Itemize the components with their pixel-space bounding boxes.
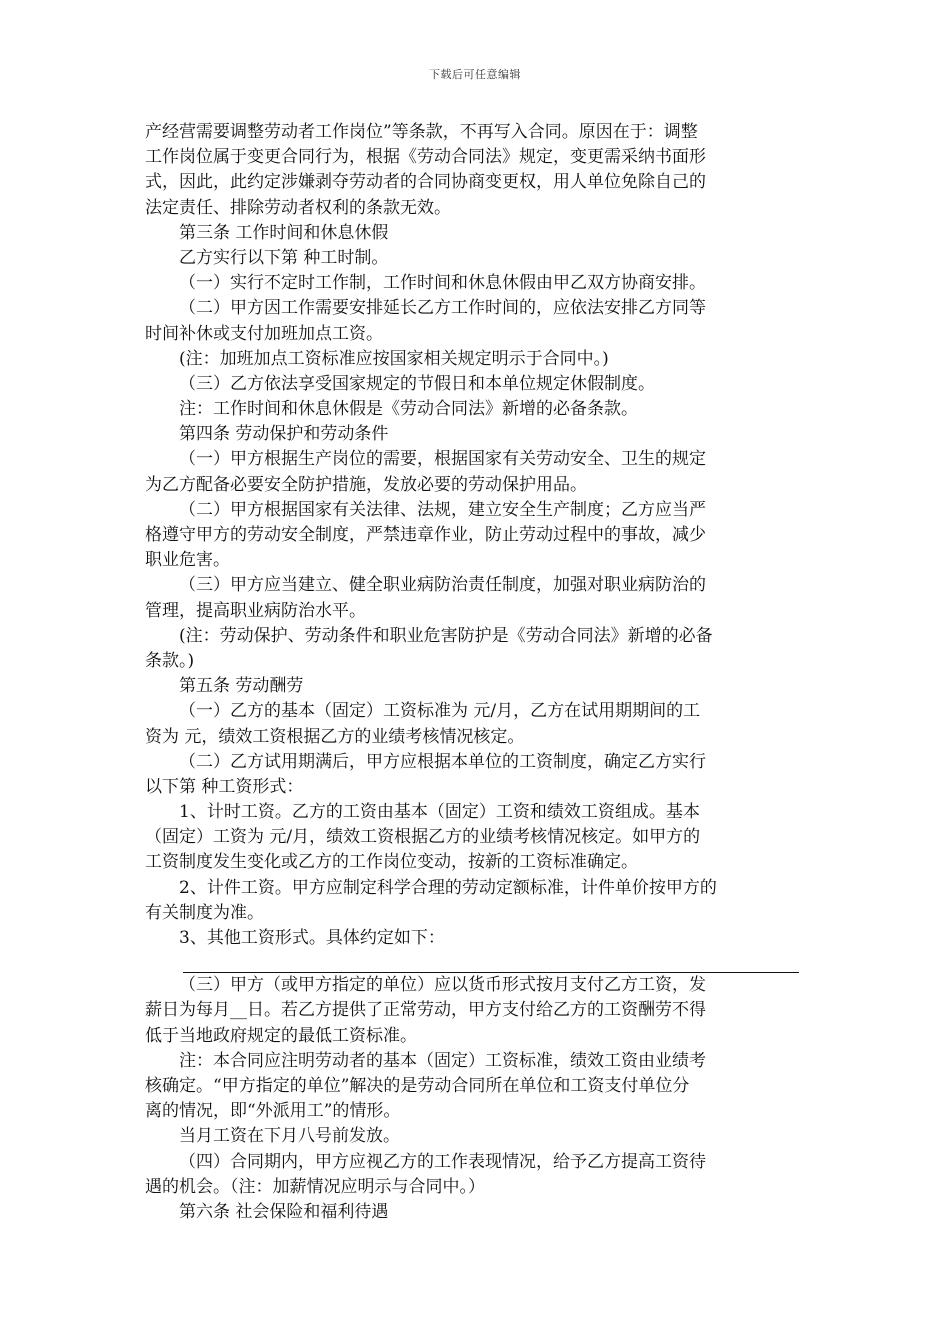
paragraph-line: 3、其他工资形式。具体约定如下：: [179, 928, 445, 948]
paragraph-line: （二）乙方试用期满后，甲方应根据本单位的工资制度，确定乙方实行: [179, 751, 706, 772]
paragraph-line: 管理，提高职业病防治水平。: [145, 600, 366, 621]
paragraph-line: 1、计时工资。乙方的工资由基本（固定）工资和绩效工资组成。基本: [179, 802, 700, 823]
paragraph-line: 式，因此，此约定涉嫌剥夺劳动者的合同协商变更权，用人单位免除自己的: [145, 172, 706, 193]
paragraph-line: （一）甲方根据生产岗位的需要，根据国家有关劳动安全、卫生的规定: [179, 449, 706, 470]
paragraph-line: 格遵守甲方的劳动安全制度，严禁违章作业，防止劳动过程中的事故，减少: [145, 525, 706, 545]
paragraph-line: 2、计件工资。甲方应制定科学合理的劳动定额标准，计件单价按甲方的: [179, 877, 717, 898]
paragraph-line: 薪日为每月__日。若乙方提供了正常劳动，甲方支付给乙方的工资酬劳不得: [145, 1000, 706, 1021]
paragraph-line: 第四条 劳动保护和劳动条件: [179, 424, 389, 445]
paragraph-line: （一）乙方的基本（固定）工资标准为 元/月，乙方在试用期期间的工: [179, 701, 701, 722]
paragraph-line: 离的情况，即“外派用工”的情形。: [145, 1101, 401, 1122]
paragraph-line: （三）甲方（或甲方指定的单位）应以货币形式按月支付乙方工资，发: [179, 975, 706, 996]
paragraph-line: 时间补休或支付加班加点工资。: [145, 323, 383, 344]
paragraph-line: 第五条 劳动酬劳: [179, 676, 304, 697]
paragraph-line: 遇的机会。（注：加薪情况应明示与合同中。）: [145, 1176, 485, 1197]
paragraph-line: 注：本合同应注明劳动者的基本（固定）工资标准，绩效工资由业绩考: [179, 1050, 706, 1071]
paragraph-line: 注：工作时间和休息休假是《劳动合同法》新增的必备条款。: [179, 399, 638, 420]
paragraph-line: （二）甲方因工作需要安排延长乙方工作时间的，应依法安排乙方同等: [179, 298, 706, 319]
paragraph-line: （三）乙方依法享受国家规定的节假日和本单位规定休假制度。: [179, 373, 655, 394]
paragraph-line: 工作岗位属于变更合同行为，根据《劳动合同法》规定，变更需采纳书面形: [145, 147, 706, 168]
paragraph-line: （固定）工资为 元/月，绩效工资根据乙方的业绩考核情况核定。如甲方的: [145, 827, 701, 848]
paragraph-line: 工资制度发生变化或乙方的工作岗位变动，按新的工资标准确定。: [145, 852, 638, 873]
paragraph-line: 有关制度为准。: [145, 902, 264, 923]
paragraph-line: 当月工资在下月八号前发放。: [179, 1126, 400, 1147]
paragraph-line: 核确定。“甲方指定的单位”解决的是劳动合同所在单位和工资支付单位分: [145, 1075, 690, 1096]
document-body: [145, 120, 805, 1225]
paragraph-line: 以下第 种工资形式：: [145, 776, 304, 797]
paragraph-line: 第三条 工作时间和休息休假: [179, 222, 389, 243]
paragraph-line: 职业危害。: [145, 550, 230, 571]
paragraph-line: 第六条 社会保险和福利待遇: [179, 1201, 389, 1222]
page-header-note: 下载后可任意编辑: [429, 68, 521, 81]
paragraph-line: (注：加班加点工资标准应按国家相关规定明示于合同中。): [179, 348, 609, 369]
paragraph-line: 为乙方配备必要安全防护措施，发放必要的劳动保护用品。: [145, 474, 587, 495]
paragraph-line: 资为 元，绩效工资根据乙方的业绩考核情况核定。: [145, 726, 525, 747]
paragraph-line: 低于当地政府规定的最低工资标准。: [145, 1025, 417, 1046]
paragraph-line: 乙方实行以下第 种工时制。: [179, 247, 389, 268]
paragraph-line: 产经营需要调整劳动者工作岗位”等条款，不再写入合同。原因在于：调整: [145, 122, 698, 142]
paragraph-line: （三）甲方应当建立、健全职业病防治责任制度，加强对职业病防治的: [179, 575, 706, 596]
paragraph-line: （一）实行不定时工作制，工作时间和休息休假由甲乙双方协商安排。: [179, 273, 706, 294]
blank-fill-line: [183, 951, 799, 973]
paragraph-line: （二）甲方根据国家有关法律、法规，建立安全生产制度；乙方应当严: [179, 499, 706, 520]
paragraph-line: 条款。): [145, 650, 195, 671]
paragraph-line: (注：劳动保护、劳动条件和职业危害防护是《劳动合同法》新增的必备: [179, 625, 713, 646]
paragraph-line: （四）合同期内，甲方应视乙方的工作表现情况，给予乙方提高工资待: [179, 1151, 706, 1172]
paragraph-line: 法定责任、排除劳动者权利的条款无效。: [145, 197, 451, 218]
